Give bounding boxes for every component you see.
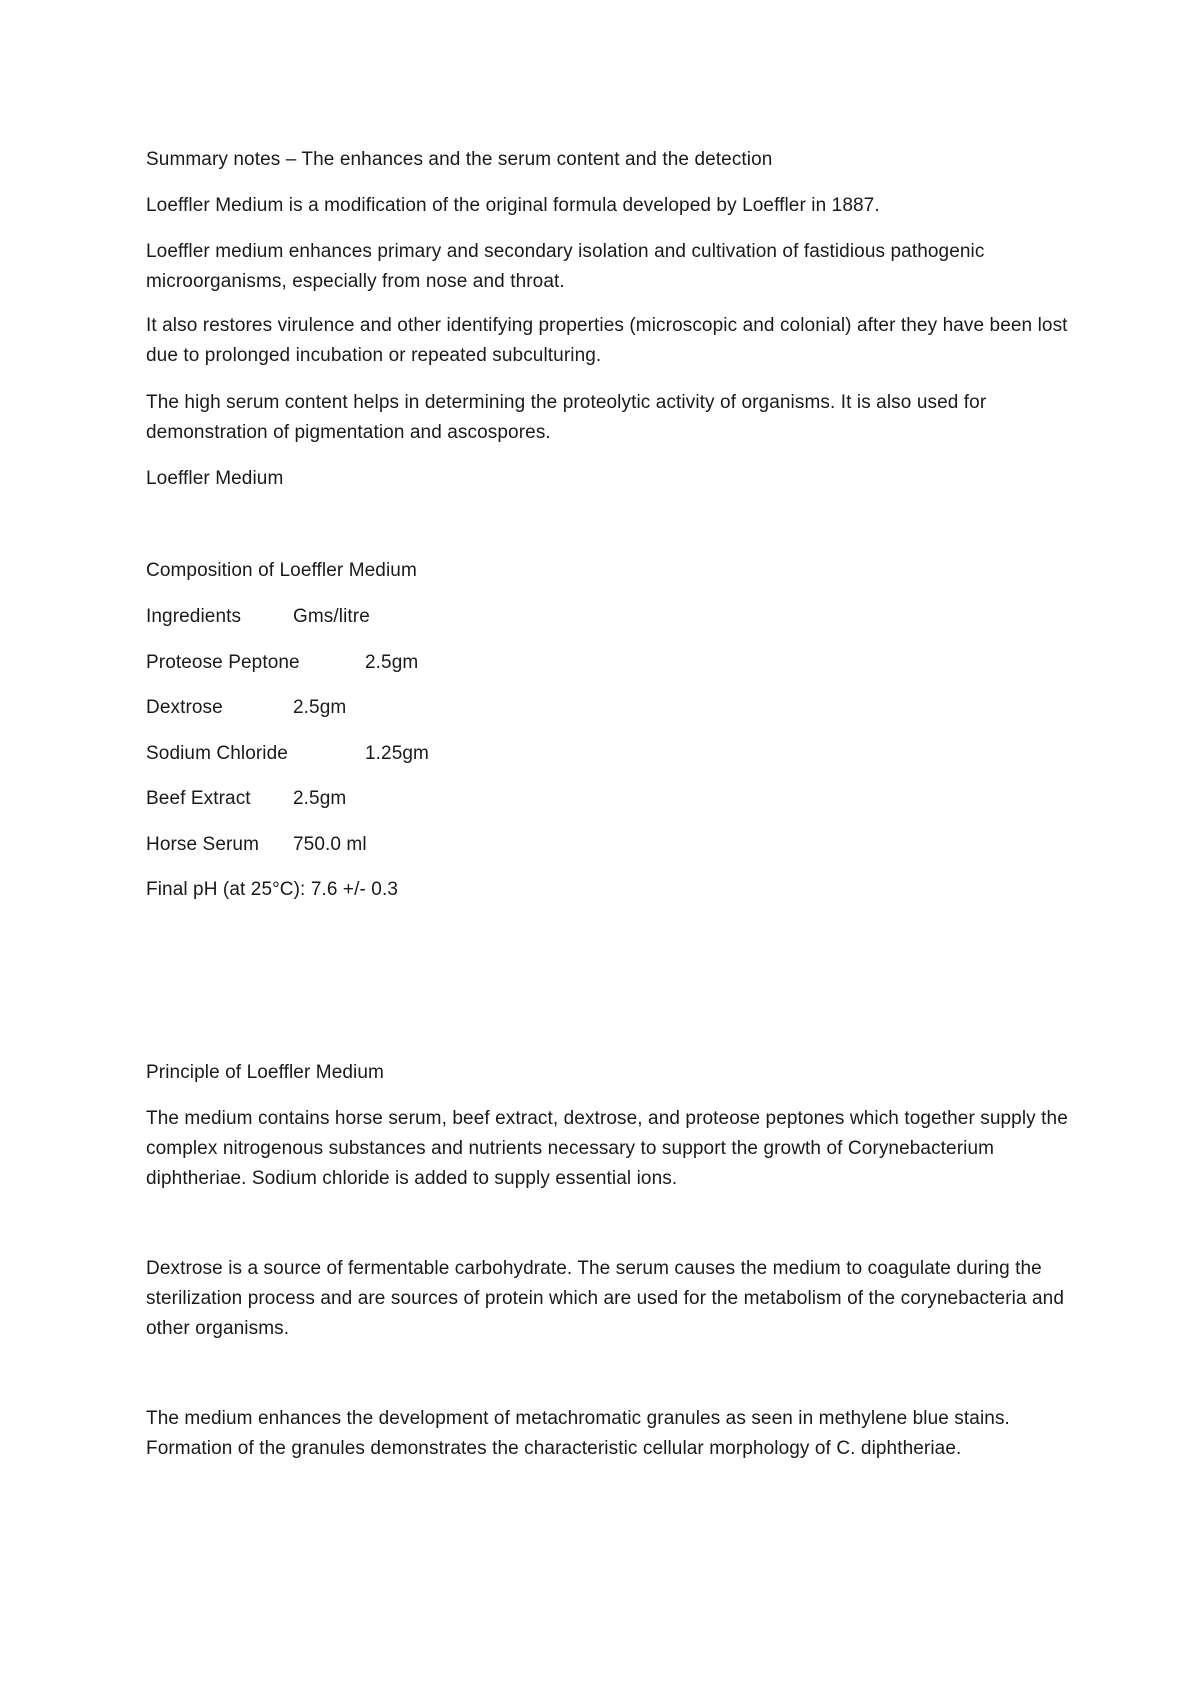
final-ph: Final pH (at 25°C): 7.6 +/- 0.3 [146, 879, 399, 900]
composition-row [146, 648, 419, 678]
ingredient-amount: 1.25gm [365, 743, 429, 764]
ingredient-amount: 2.5gm [293, 697, 347, 718]
ingredient-header: Ingredients [146, 606, 242, 627]
composition-header-row [146, 602, 370, 632]
summary-heading: Summary notes – The enhances and the serum content and the detection [146, 149, 773, 170]
principle-paragraph-3: The medium enhances the development of metachromatic granules as seen in methylene blue stains. Formation of the granules demonstrates the characteristic cellular morphology of C. diphtheriae. [146, 1408, 1010, 1459]
ingredient-name: Proteose Peptone [146, 652, 300, 673]
intro-paragraph-4: The high serum content helps in determining the proteolytic activity of organisms. It is also used for demonstration of pigmentation and ascospores. [146, 392, 987, 443]
ingredient-name: Horse Serum [146, 834, 260, 855]
ingredient-name: Beef Extract [146, 788, 251, 809]
principle-paragraph-2: Dextrose is a source of fermentable carbohydrate. The serum causes the medium to coagulate during the sterilization process and are sources of protein which are used for the metabolism of the corynebacteria and other organisms. [146, 1258, 1065, 1339]
composition-row [146, 739, 429, 769]
composition-row [146, 830, 367, 860]
ingredient-name: Sodium Chloride [146, 743, 288, 764]
composition-row [146, 784, 347, 814]
intro-paragraph-2: Loeffler medium enhances primary and secondary isolation and cultivation of fastidious pathogenic microorganisms, especially from nose and throat. [146, 241, 985, 292]
principle-heading: Principle of Loeffler Medium [146, 1062, 384, 1083]
intro-paragraph-1: Loeffler Medium is a modification of the original formula developed by Loeffler in 1887. [146, 195, 880, 216]
intro-paragraph-3: It also restores virulence and other identifying properties (microscopic and colonial) after they have been lost due to prolonged incubation or repeated subculturing. [146, 315, 1068, 366]
ingredient-amount: 2.5gm [293, 788, 347, 809]
ingredient-name: Dextrose [146, 697, 223, 718]
ingredient-amount: 750.0 ml [293, 834, 367, 855]
ingredient-amount: 2.5gm [365, 652, 419, 673]
medium-label: Loeffler Medium [146, 468, 284, 489]
composition-row [146, 693, 347, 723]
composition-heading: Composition of Loeffler Medium [146, 560, 417, 581]
principle-paragraph-1: The medium contains horse serum, beef extract, dextrose, and proteose peptones which together supply the complex nitrogenous substances and nutrients necessary to support the growth of Corynebacterium diphtheriae. Sodium chloride is added to supply essential ions. [146, 1108, 1068, 1189]
amount-header: Gms/litre [293, 606, 370, 627]
